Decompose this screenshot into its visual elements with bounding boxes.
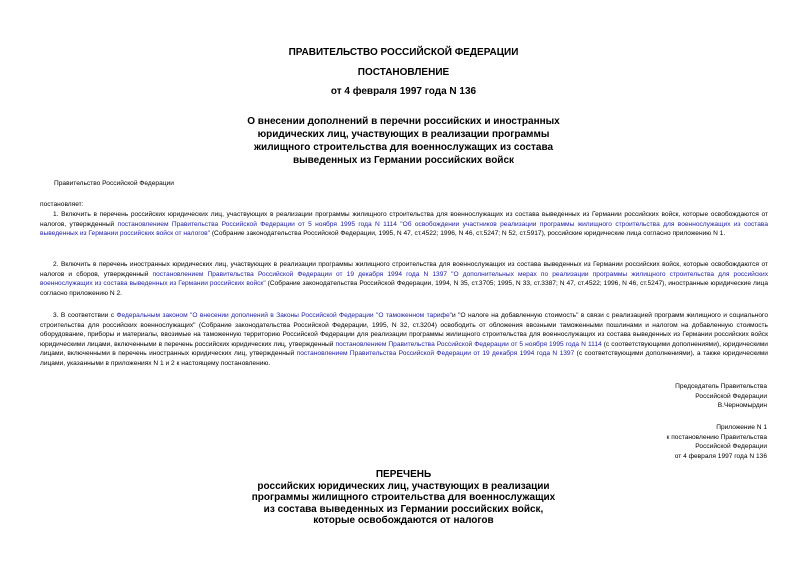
subject-line: жилищного строительства для военнослужащих из состава: [253, 142, 554, 153]
appendix-line: Приложение N 1: [716, 424, 767, 431]
subject-line: юридических лиц, участвующих в реализации программы: [257, 129, 550, 140]
signature-line: Председатель Правительства: [675, 383, 767, 390]
paragraph-text: 2. Включить в перечень иностранных юридических лиц, участвующих в реализации программы жилищного строительства для военнослужащих из состава выведенных из Германии российских войск, которые освобождаются от налогов и сборов, утвержденный: [40, 261, 768, 278]
subject-line: О внесении дополнений в перечни российских и иностранных: [247, 116, 560, 127]
government-line: Правительство Российской Федерации: [54, 180, 174, 187]
document-subject: [0, 115, 807, 167]
paragraph-text: (с соответствующими дополнениями), юридическими лицами, включенными в перечень иностранных юридических лиц, утвержденный: [40, 340, 768, 358]
list-title: [0, 469, 807, 527]
decree-1397-link[interactable]: постановлением Правительства Российской Федерации от 19 декабря 1994 года N 1397: [296, 350, 575, 358]
paragraph-text: и "О налоге на добавленную стоимость" в связи с реализацией программ жилищного и социального строительства для российских военнослужащих" (Собрание законодательства Российской Федерации, 1995, N 32, ст.3204) освободить от обложения ввозными таможенными пошлинами и налогом на добавленную стоимость оборудование, приборы и материалы, ввозимые на таможенную территорию Российской Федерации для реализации программы жилищного строительства для военнослужащих из состава выведенных из Германии российских войск юридическими лицами, включенными в перечень российских юридических лиц, утвержденный: [40, 312, 768, 348]
paragraph-3: [40, 311, 768, 369]
appendix-line: к постановлению Правительства: [666, 433, 767, 441]
appendix-line: от 4 февраля 1997 года N 136: [674, 452, 767, 460]
signature-line: В.Черномырдин: [717, 402, 767, 410]
signature-line: Российской Федерации: [695, 392, 767, 400]
decree-1397-link[interactable]: постановлением Правительства Российской Федерации от 19 декабря 1994 года N 1397 "О дополнительных мерах по реализации программы жилищного строительства для российских военнослужащих из состава выведенных из Германии российских войск": [40, 270, 768, 288]
paragraph-2: [40, 260, 768, 298]
signature-block: [467, 382, 767, 411]
federal-law-link[interactable]: Федеральным законом "О внесении дополнений в Законы Российской Федерации "О таможенном тарифе": [116, 312, 452, 319]
subject-line: выведенных из Германии российских войск: [292, 155, 515, 166]
government-heading: ПРАВИТЕЛЬСТВО РОССИЙСКОЙ ФЕДЕРАЦИИ: [288, 47, 519, 58]
list-title-line: ПЕРЕЧЕНЬ: [375, 469, 432, 480]
document-type-heading: ПОСТАНОВЛЕНИЕ: [357, 67, 450, 78]
paragraph-text: (Собрание законодательства Российской Федерации, 1995, N 47, ст.4522; 1996, N 46, ст.5247; N 52, ст.5917), российские юридические лица согласно приложению N 1.: [210, 230, 726, 238]
resolves-line: постановляет:: [40, 201, 84, 208]
appendix-line: Российской Федерации: [695, 443, 767, 451]
paragraph-text: (Собрание законодательства Российской Федерации, 1994, N 35, ст.3705; 1995, N 33, ст.3387; N 47, ст.4522; 1996, N 46, ст.5247), иностранные юридические лица согласно приложению N 2.: [40, 280, 768, 297]
decree-1114-link[interactable]: постановлением Правительства Российской Федерации от 5 ноября 1995 года N 1114: [335, 340, 602, 348]
document-date-number: от 4 февраля 1997 года N 136: [330, 86, 477, 97]
decree-1114-link[interactable]: постановлением Правительства Российской Федерации от 5 ноября 1995 года N 1114 "Об освобождении участников реализации программы жилищного строительства для военнослужащих из состава выведенных из Германии российских войск от налогов": [40, 220, 768, 238]
paragraph-text: 1. Включить в перечень российских юридических лиц, участвующих в реализации программы жилищного строительства для военнослужащих из состава выведенных из Германии российских войск, которые освобождаются от налогов, утвержденный: [40, 211, 768, 228]
paragraph-text: 3. В соответствии с: [53, 312, 117, 319]
list-title-line: из состава выведенных из Германии российских войск,: [263, 503, 544, 515]
list-title-line: программы жилищного строительства для военнослужащих: [251, 492, 556, 504]
list-title-line: российских юридических лиц, участвующих в реализации: [257, 480, 550, 492]
paragraph-1: [40, 210, 768, 239]
paragraph-text: (с соответствующими дополнениями), а также юридическими лицами, указанными в приложениях N 1 и 2 к настоящему постановлению.: [40, 350, 768, 367]
list-title-line: которые освобождаются от налогов: [313, 515, 494, 527]
appendix-block: [467, 423, 767, 461]
